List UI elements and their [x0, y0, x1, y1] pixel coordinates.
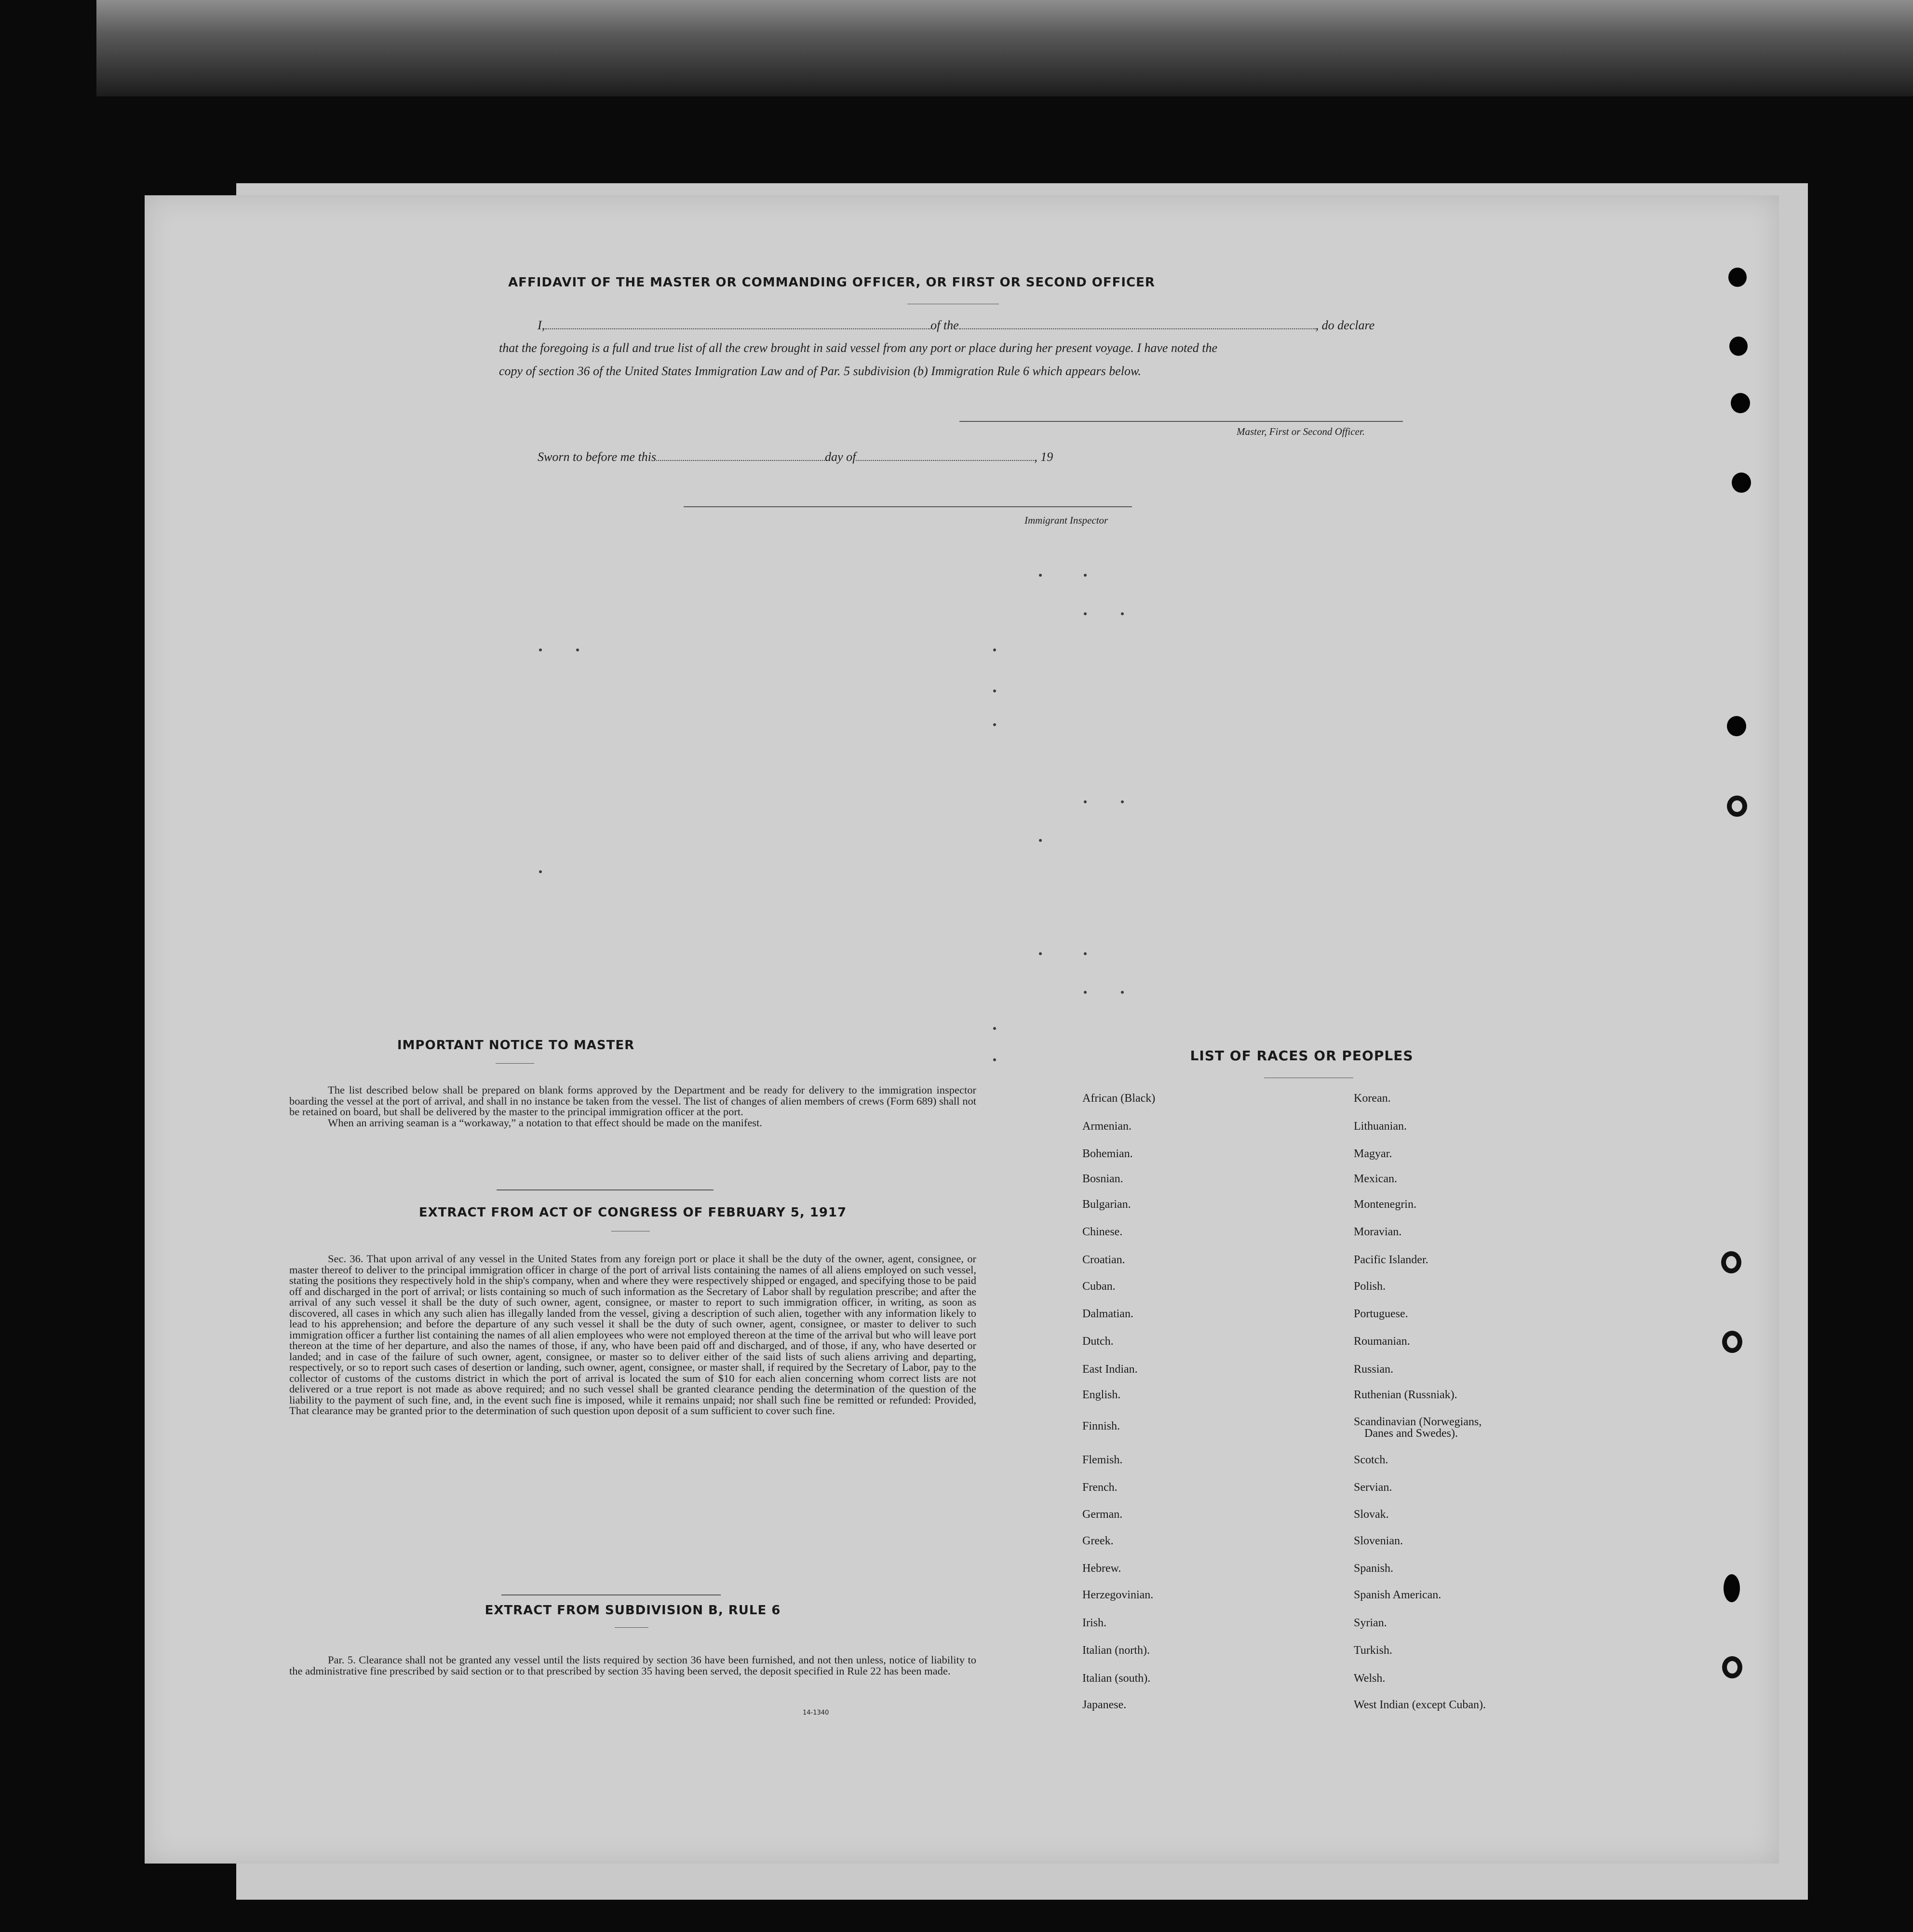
binder-hole [1729, 337, 1748, 356]
right-race-item: Roumanian. [1354, 1335, 1410, 1348]
stray-mark [1121, 800, 1124, 803]
section-36-text: Sec. 36. That upon arrival of any vessel in the United States from any foreign port or place it shall be the duty of the owner, agent, consignee, or master thereof to deliver to the principal immigration officer in charge of the port of arrival lists containing the names of all aliens employed on such vessel, stating the positions they respectively hold in the ship's company, when and where they were respectively shipped or engaged, and specifying those to be paid off and discharged in the port of arrival; or lists containing so much of such information as the Secretary of Labor shall by regulation prescribe; and after the arrival of any such vessel it shall be the duty of such owner, agent, consignee, or master to report to such immigration officer, in writing, as soon as discovered, all cases in which any such alien has illegally landed from the vessel, giving a description of such alien, together with any information likely to lead to his apprehension; and before the departure of any such vessel it shall be the duty of such owner, agent, consignee, or master to deliver to such immigration officer a further list containing the names of all alien employees who were not employed thereon at the time of the arrival but who will leave port thereon at the time of her departure, and also the names of those, if any, who have been paid off and discharged, and of those, if any, who have deserted or landed; and in case of the failure of such owner, agent, consignee, or master so to deliver either of the said lists of such aliens arriving and departing, respectively, or so to report such cases of desertion or landing, such owner, agent, consignee, or master shall, if required by the Secretary of Labor, pay to the collector of customs of the customs district in which the port of arrival is located the sum of $10 for each alien concerning whom correct lists are not delivered or a true report is not made as above required; and no such vessel shall be granted clearance pending the determination of the question of the liability to the payment of such fine, and, in the event such fine is imposed, while it remains unpaid; nor shall such fine be remitted or refunded: Provided, That clearance may be granted prior to the determination of such question upon deposit of a sum sufficient to cover such fine. [289, 1253, 976, 1417]
left-race-item: Cuban. [1082, 1280, 1116, 1293]
right-race-item: Turkish. [1354, 1644, 1392, 1657]
right-race-item: Korean. [1354, 1092, 1391, 1105]
scanner-background-strip [96, 0, 1913, 96]
left-race-item: English. [1082, 1389, 1121, 1401]
left-race-item: Chinese. [1082, 1226, 1123, 1238]
stray-mark [993, 1058, 996, 1061]
right-race-item: Slovak. [1354, 1508, 1389, 1521]
notice-paragraph-1: The list described below shall be prepared on blank forms approved by the Department and be ready for delivery to the immigration inspector boarding the vessel at the port of arrival, and shall in no instance be taken from the vessel. The list of changes of alien members of crews (Form 689) shall not be retained on board, but shall be delivered by the master to the principal immigration officer at the port. [289, 1084, 976, 1118]
right-race-item: Russian. [1354, 1363, 1394, 1376]
right-race-item: Ruthenian (Russniak). [1354, 1389, 1457, 1401]
stray-mark [1039, 952, 1042, 955]
binder-hole [1724, 1574, 1740, 1602]
left-race-item: Bulgarian. [1082, 1198, 1131, 1211]
right-race-item: Spanish. [1354, 1562, 1394, 1575]
section-divider [501, 1594, 721, 1595]
section-divider [497, 1189, 714, 1190]
left-race-item: Hebrew. [1082, 1562, 1121, 1575]
right-race-item: Syrian. [1354, 1617, 1387, 1629]
sworn-line [538, 450, 1053, 464]
stray-mark [539, 649, 542, 651]
binder-hole [1722, 1331, 1742, 1353]
right-race-item: Slovenian. [1354, 1535, 1403, 1547]
vessel-name-blank[interactable] [959, 328, 1316, 329]
binder-hole [1727, 796, 1747, 817]
stray-mark [1084, 574, 1087, 577]
right-race-item: Montenegrin. [1354, 1198, 1416, 1211]
left-race-item: East Indian. [1082, 1363, 1138, 1376]
master-signature-label: Master, First or Second Officer. [1237, 426, 1365, 437]
left-race-item: Armenian. [1082, 1120, 1132, 1133]
notice-title-underline [496, 1063, 534, 1064]
left-race-item: Italian (south). [1082, 1672, 1151, 1685]
left-race-item: Dalmatian. [1082, 1308, 1133, 1320]
inspector-label: Immigrant Inspector [1024, 514, 1108, 526]
left-race-item: German. [1082, 1508, 1123, 1521]
binder-hole [1732, 473, 1751, 493]
sworn-month-blank[interactable] [856, 460, 1034, 461]
affidavit-title: AFFIDAVIT OF THE MASTER OR COMMANDING OFFICER, OR FIRST OR SECOND OFFICER [508, 275, 1155, 290]
stray-mark [993, 723, 996, 726]
paragraph-5-text: Par. 5. Clearance shall not be granted any vessel until the lists required by section 36 have been furnished, and not then unless, notice of liability to the administrative fine prescribed by said section or to that prescribed by section 35 having been served, the deposit specified in Rule 22 has been made. [289, 1654, 976, 1677]
notice-paragraph-2: When an arriving seaman is a “workaway,” a notation to that effect should be made on the manifest. [328, 1116, 762, 1129]
left-race-item: Herzegovinian. [1082, 1589, 1154, 1601]
stray-mark [1084, 612, 1087, 615]
right-race-item: Spanish American. [1354, 1589, 1441, 1601]
form-number: 14-1340 [803, 1709, 829, 1716]
stray-mark [539, 870, 542, 873]
stray-mark [1039, 839, 1042, 842]
extract-rule-body [289, 1655, 976, 1676]
stray-mark [1084, 952, 1087, 955]
affidavit-line-2: that the foregoing is a full and true list of all the crew brought in said vessel from any port or place during her present voyage. I have noted the [499, 341, 1217, 355]
stray-mark [993, 649, 996, 651]
extract-act-body [289, 1254, 976, 1417]
right-race-item: Lithuanian. [1354, 1120, 1407, 1133]
stray-mark [1121, 991, 1124, 994]
stray-mark [576, 649, 579, 651]
right-race-item: Scotch. [1354, 1454, 1388, 1466]
left-race-item: Greek. [1082, 1535, 1114, 1547]
left-race-item: Bohemian. [1082, 1148, 1133, 1160]
sworn-day-blank[interactable] [656, 460, 825, 461]
binder-hole [1727, 716, 1746, 736]
binder-hole [1728, 268, 1747, 287]
right-race-item: West Indian (except Cuban). [1354, 1699, 1486, 1711]
right-race-item: Scandinavian (Norwegians, Danes and Swedes). [1354, 1416, 1482, 1440]
affidavit-line-3: copy of section 36 of the United States Immigration Law and of Par. 5 subdivision (b) Immigration Rule 6 which appears below. [499, 364, 1141, 378]
left-race-item: French. [1082, 1481, 1118, 1494]
left-race-item: Croatian. [1082, 1254, 1125, 1266]
left-race-item: Bosnian. [1082, 1173, 1123, 1185]
right-race-item: Moravian. [1354, 1226, 1402, 1238]
left-race-item: Japanese. [1082, 1699, 1127, 1711]
affidavit-of-the-label: of the [930, 318, 959, 332]
inspector-signature-line[interactable] [684, 506, 1132, 507]
notice-body [289, 1085, 976, 1128]
extract-rule-underline [615, 1627, 648, 1628]
affidavit-i-label: I, [538, 318, 545, 332]
extract-rule-title: EXTRACT FROM SUBDIVISION B, RULE 6 [485, 1603, 781, 1618]
master-signature-line[interactable] [959, 421, 1403, 422]
document-page [145, 195, 1779, 1864]
notice-title: IMPORTANT NOTICE TO MASTER [397, 1038, 635, 1053]
day-of-label: day of [825, 450, 856, 464]
affidavit-line-1 [538, 318, 1374, 333]
left-race-item: Finnish. [1082, 1420, 1120, 1432]
left-race-item: Dutch. [1082, 1335, 1114, 1348]
right-race-item: Polish. [1354, 1280, 1386, 1293]
right-race-item: Servian. [1354, 1481, 1392, 1494]
binder-hole [1721, 1251, 1741, 1273]
right-race-item: Pacific Islander. [1354, 1254, 1428, 1266]
affidavit-declare-label: , do declare [1315, 318, 1375, 332]
left-race-item: Irish. [1082, 1617, 1106, 1629]
stray-mark [1084, 800, 1087, 803]
extract-act-title: EXTRACT FROM ACT OF CONGRESS OF FEBRUARY 5, 1917 [418, 1205, 847, 1220]
stray-mark [993, 689, 996, 692]
races-title: LIST OF RACES OR PEOPLES [1190, 1048, 1414, 1064]
right-race-item: Welsh. [1354, 1672, 1386, 1685]
stray-mark [993, 1027, 996, 1030]
stray-mark [1121, 612, 1124, 615]
left-race-item: Flemish. [1082, 1454, 1123, 1466]
year-label: , 19 [1034, 450, 1053, 464]
left-race-item: African (Black) [1082, 1092, 1156, 1105]
right-race-item: Portuguese. [1354, 1308, 1408, 1320]
right-race-item: Mexican. [1354, 1173, 1397, 1185]
left-race-item: Italian (north). [1082, 1644, 1150, 1657]
binder-hole [1731, 393, 1750, 413]
sworn-label: Sworn to before me this [538, 450, 657, 464]
stray-mark [1084, 991, 1087, 994]
right-race-item: Magyar. [1354, 1148, 1392, 1160]
master-name-blank[interactable] [545, 328, 930, 329]
stray-mark [1039, 574, 1042, 577]
binder-hole [1722, 1656, 1742, 1678]
